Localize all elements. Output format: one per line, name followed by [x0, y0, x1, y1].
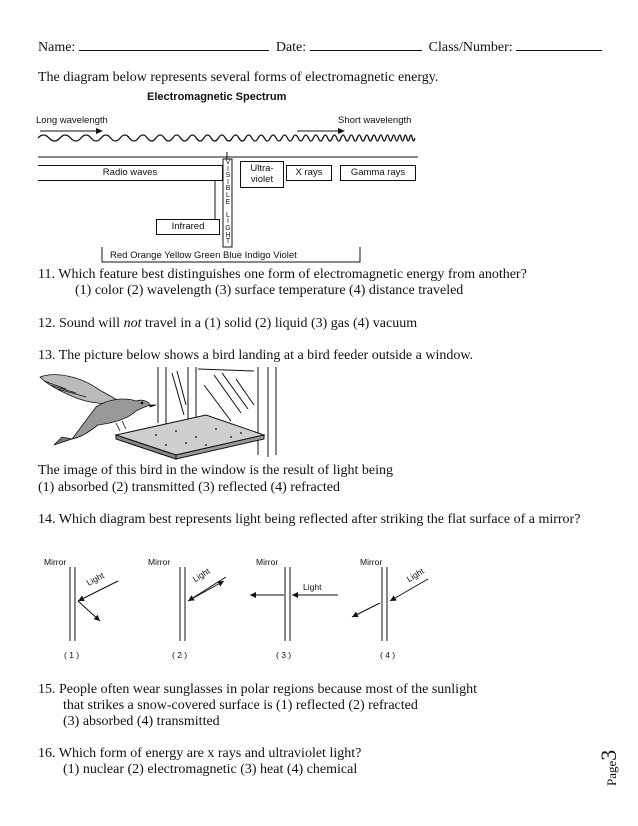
- visible-letter: I: [227, 165, 229, 173]
- q11-stem: 11. Which feature best distinguishes one form of electromagnetic energy from another?: [38, 267, 527, 282]
- ultraviolet-label-1: Ultra-: [250, 163, 274, 174]
- intro-text: The diagram below represents several forms of electromagnetic energy.: [38, 70, 439, 85]
- seed: [240, 432, 242, 434]
- visible-letter: T: [225, 238, 231, 246]
- visible-letter: B: [225, 185, 231, 193]
- q13-stem: 13. The picture below shows a bird landing at a bird feeder outside a window.: [38, 348, 474, 363]
- class-label: Class/Number:: [428, 40, 513, 55]
- q14-stem: 14. Which diagram best represents light being reflected after striking the flat surface of a mirror?: [38, 512, 581, 527]
- choice-label-4: ( 4 ): [380, 650, 396, 660]
- seed: [175, 430, 177, 432]
- window-reflection: [177, 371, 186, 405]
- incoming-ray-1: [78, 581, 118, 601]
- bird-wing: [40, 375, 122, 404]
- feeder-tray: [116, 415, 264, 455]
- short-wavelength-label: Short wavelength: [338, 115, 412, 126]
- seed: [165, 444, 167, 446]
- radio-waves-box: [38, 165, 223, 181]
- visible-letter: S: [225, 172, 231, 180]
- seed: [205, 444, 207, 446]
- q12-post: travel in a (1) solid (2) liquid (3) gas (4) vacuum: [141, 316, 418, 331]
- mirror-label-4: Mirror: [360, 557, 383, 567]
- mirror-label-1: Mirror: [44, 557, 67, 567]
- page-number: [596, 750, 622, 786]
- q12-emphasis: not: [123, 316, 142, 331]
- visible-light-letters: [224, 160, 232, 246]
- visible-letter: L: [226, 211, 230, 219]
- choice-label-1: ( 1 ): [64, 650, 80, 660]
- gamma-rays-box: [340, 165, 416, 181]
- short-arrow-head: [338, 128, 345, 134]
- long-arrow-head: [96, 128, 103, 134]
- visible-letter: I: [227, 218, 229, 226]
- page-number-value: 3: [596, 749, 621, 761]
- infrared-label: Infrared: [171, 221, 205, 232]
- seed: [155, 434, 157, 436]
- mirror-label-3: Mirror: [256, 557, 279, 567]
- q12-pre: 12. Sound will: [38, 316, 124, 331]
- long-wavelength-label: Long wavelength: [36, 115, 108, 126]
- mirror-label-2: Mirror: [148, 557, 171, 567]
- window-reflection: [172, 373, 184, 415]
- infrared-box: [156, 219, 220, 235]
- q13-options: (1) absorbed (2) transmitted (3) reflected (4) refracted: [38, 480, 341, 495]
- seed: [215, 428, 217, 430]
- mirror-diagrams: [0, 545, 638, 670]
- q11-options: (1) color (2) wavelength (3) surface temperature (4) distance traveled: [75, 283, 464, 298]
- window-reflection: [236, 379, 254, 405]
- xrays-label: X rays: [295, 167, 323, 178]
- refracted-ray-4: [352, 603, 380, 617]
- xrays-box: [286, 165, 332, 181]
- seed: [195, 436, 197, 438]
- visible-letter: I: [227, 178, 229, 186]
- light-label-4: Light: [404, 565, 426, 585]
- spectrum-title: Electromagnetic Spectrum: [147, 91, 287, 103]
- ultraviolet-label-2: violet: [250, 174, 274, 185]
- bird-eye: [141, 402, 143, 404]
- radio-waves-label: Radio waves: [102, 167, 158, 178]
- light-label-3: Light: [303, 582, 322, 592]
- wavelength-wave: [38, 135, 415, 141]
- q16-stem: 16. Which form of energy are x rays and ultraviolet light?: [38, 746, 362, 761]
- page-word: Page: [604, 760, 619, 786]
- visible-colors-list: Red Orange Yellow Green Blue Indigo Violet: [110, 250, 297, 261]
- gamma-rays-label: Gamma rays: [350, 167, 406, 178]
- choice-label-2: ( 2 ): [172, 650, 188, 660]
- seed: [230, 436, 232, 438]
- q12-stem: [38, 316, 417, 332]
- window-pane-edge: [198, 369, 254, 371]
- visible-letter: H: [225, 231, 231, 239]
- name-label: Name:: [38, 40, 76, 55]
- light-label-2: Light: [190, 565, 212, 585]
- light-label-1: Light: [84, 570, 106, 588]
- q15-line2: that strikes a snow-covered surface is (1) reflected (2) refracted: [63, 698, 418, 713]
- spectrum-diagram: [0, 0, 638, 270]
- visible-letter: V: [225, 159, 231, 166]
- bird-tail: [54, 437, 72, 445]
- visible-letter: G: [225, 224, 231, 232]
- bird-feeder-illustration: [36, 365, 284, 460]
- q13-followup: The image of this bird in the window is the result of light being: [38, 463, 393, 478]
- visible-letter: E: [225, 198, 231, 206]
- q16-options: (1) nuclear (2) electromagnetic (3) heat (4) chemical: [63, 762, 358, 777]
- reflected-ray-1: [78, 601, 100, 621]
- bird-beak: [150, 405, 156, 407]
- q15-line1: 15. People often wear sunglasses in polar regions because most of the sunlight: [38, 682, 477, 697]
- choice-label-3: ( 3 ): [276, 650, 292, 660]
- bird-legs: [116, 421, 126, 431]
- visible-letter: L: [226, 191, 230, 199]
- reflected-ray-2: [188, 581, 224, 601]
- q15-line3: (3) absorbed (4) transmitted: [63, 714, 220, 729]
- date-label: Date:: [275, 40, 307, 55]
- ultraviolet-box: [240, 161, 284, 188]
- seed: [185, 442, 187, 444]
